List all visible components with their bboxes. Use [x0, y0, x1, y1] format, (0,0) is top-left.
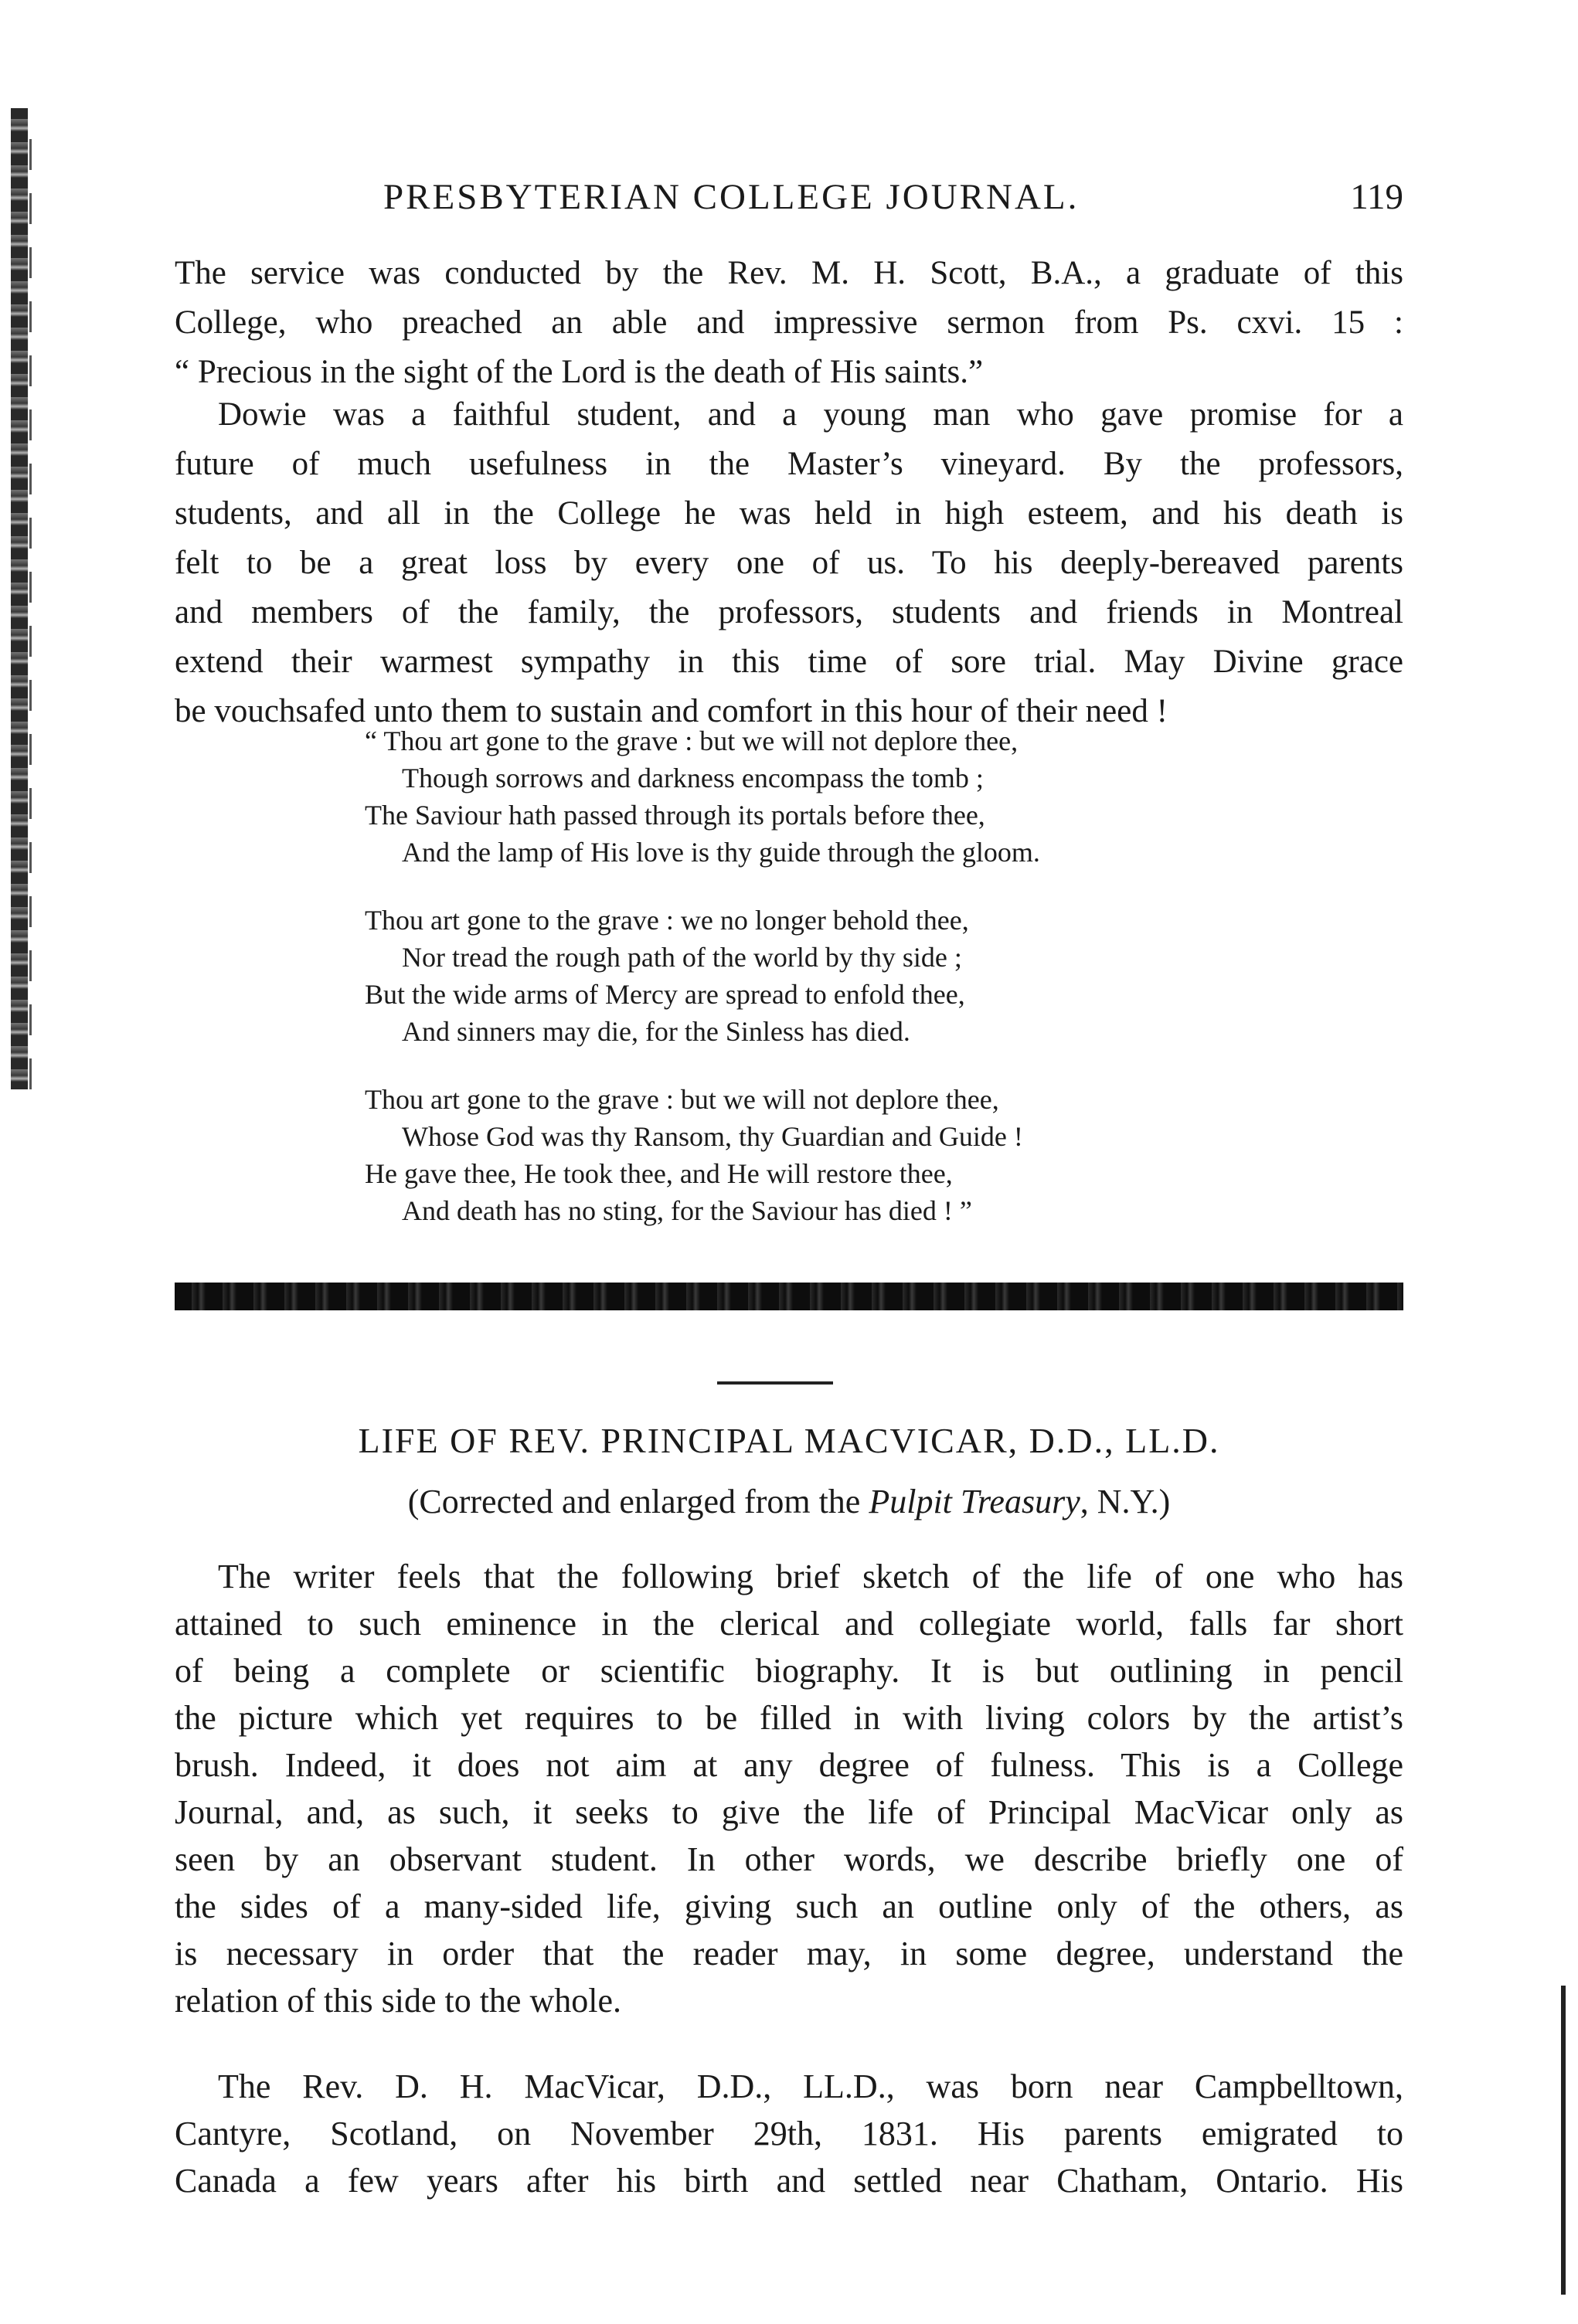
- text-line: the picture which yet requires to be filled in with living colors by the artist’s: [175, 1699, 1403, 1737]
- text-line: relation of this side to the whole.: [175, 1982, 621, 2020]
- text-line: The Rev. D. H. MacVicar, D.D., LL.D., was born near Campbelltown,: [218, 2067, 1403, 2105]
- text-line: Dowie was a faithful student, and a young man who gave promise for a: [218, 396, 1403, 433]
- paragraph-dowie: [175, 390, 1403, 736]
- paragraph-service: [175, 249, 1403, 397]
- poem-line: “ Thou art gone to the grave : but we will not deplore thee,: [365, 725, 1019, 756]
- text-line: extend their warmest sympathy in this time of sore trial. May Divine grace: [175, 644, 1403, 680]
- poem-line: Nor tread the rough path of the world by thy side ;: [402, 942, 962, 973]
- text-line: seen by an observant student. In other words, we describe briefly one of: [175, 1840, 1403, 1878]
- scan-edge-artifact: [1561, 1986, 1566, 2295]
- text-line: “ Precious in the sight of the Lord is the death of His saints.”: [175, 354, 984, 390]
- poem-stanza: [365, 1081, 1253, 1229]
- page-header: [175, 176, 1403, 226]
- poem-line: And sinners may die, for the Sinless has died.: [402, 1016, 910, 1047]
- text-line: felt to be a great loss by every one of us. To his deeply-bereaved parents: [175, 545, 1403, 581]
- text-line: is necessary in order that the reader may, in some degree, understand the: [175, 1935, 1403, 1972]
- article-title: LIFE OF REV. PRINCIPAL MACVICAR, D.D., LL.D.: [358, 1421, 1220, 1460]
- poem-line: And death has no sting, for the Saviour has died ! ”: [402, 1195, 972, 1226]
- poem-line: Thou art gone to the grave : we no longer behold thee,: [365, 905, 969, 936]
- text-line: College, who preached an able and impressive sermon from Ps. cxvi. 15 :: [175, 304, 1403, 341]
- text-line: be vouchsafed unto them to sustain and comfort in this hour of their need !: [175, 693, 1168, 729]
- paragraph-intro: [175, 1553, 1403, 2024]
- poem-line: The Saviour hath passed through its portals before thee,: [365, 800, 985, 831]
- ornamental-divider: [175, 1283, 1403, 1310]
- text-line: Journal, and, as such, it seeks to give the life of Principal MacVicar only as: [175, 1793, 1403, 1831]
- text-line: of being a complete or scientific biography. It is but outlining in pencil: [175, 1652, 1403, 1690]
- scan-edge-artifact: [29, 139, 32, 1105]
- article-subtitle: [175, 1482, 1403, 1521]
- text-line: attained to such eminence in the clerical and collegiate world, falls far short: [175, 1605, 1403, 1643]
- poem-line: And the lamp of His love is thy guide through the gloom.: [402, 837, 1040, 868]
- text-line: Cantyre, Scotland, on November 29th, 1831. His parents emigrated to: [175, 2115, 1403, 2152]
- text-line: The writer feels that the following brief sketch of the life of one who has: [218, 1558, 1403, 1595]
- text-line: students, and all in the College he was held in high esteem, and his death is: [175, 495, 1403, 532]
- poem-stanza: [365, 902, 1253, 1050]
- poem-line: But the wide arms of Mercy are spread to enfold thee,: [365, 979, 965, 1010]
- paragraph-birth: [175, 2063, 1403, 2204]
- poem-line: Though sorrows and darkness encompass the tomb ;: [402, 763, 984, 793]
- page-number: 119: [1350, 177, 1403, 217]
- text-line: The service was conducted by the Rev. M. H. Scott, B.A., a graduate of this: [175, 255, 1403, 291]
- running-title: PRESBYTERIAN COLLEGE JOURNAL.: [383, 177, 1080, 217]
- poem-stanza: [365, 722, 1253, 871]
- text-line: future of much usefulness in the Master’s vineyard. By the professors,: [175, 446, 1403, 482]
- text-line: and members of the family, the professors, students and friends in Montreal: [175, 594, 1403, 630]
- poem-line: Whose God was thy Ransom, thy Guardian and Guide !: [402, 1121, 1023, 1152]
- scan-edge-artifact: [11, 108, 28, 1089]
- text-line: the sides of a many-sided life, giving such an outline only of the others, as: [175, 1887, 1403, 1925]
- subtitle-source: Pulpit Treasury: [869, 1483, 1080, 1520]
- section-rule: [717, 1381, 833, 1385]
- subtitle-text: , N.Y.): [1080, 1483, 1171, 1520]
- subtitle-text: (Corrected and enlarged from the: [407, 1483, 869, 1520]
- text-line: Canada a few years after his birth and settled near Chatham, Ontario. His: [175, 2162, 1403, 2200]
- poem-line: Thou art gone to the grave : but we will not deplore thee,: [365, 1084, 999, 1115]
- text-line: brush. Indeed, it does not aim at any degree of fulness. This is a College: [175, 1746, 1403, 1784]
- poem-line: He gave thee, He took thee, and He will restore thee,: [365, 1158, 953, 1189]
- poem: [365, 722, 1253, 1260]
